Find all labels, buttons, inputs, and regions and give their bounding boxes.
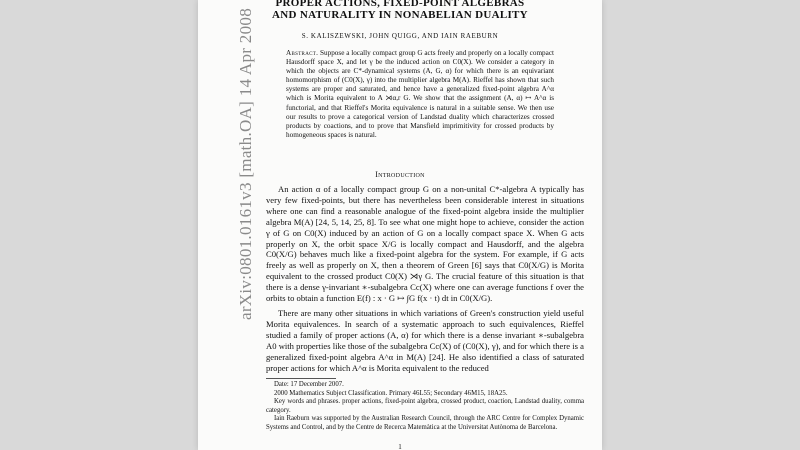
paper-page — [198, 0, 602, 450]
paragraph-1: An action α of a locally compact group G on a non-unital C*-algebra A typically has very few fixed-points, but there has nevertheless been considerable interest in situations where one can find a reasonable analogue of the fixed-point algebra inside the multiplier algebra M(A) [24, 5, 14, 25, 8]. To see what one might hope to achieve, consider the action γ of G on C0(X) induced by an action of G on a locally compact space X. When G acts properly on X, the orbit space X/G is locally compact and Hausdorff, and the algebra C0(X/G) behaves much like a fixed-point algebra for the system. For example, if G acts freely as well as properly on X, then a theorem of Green [6] says that C0(X/G) is Morita equivalent to the crossed product C0(X) ⋊γ G. The crucial feature of this situation is that there is a dense γ-invariant ∗-subalgebra Cc(X) where one can average functions f over the orbits to obtain a function E(f) : x · G ↦ ∫G f(x · t) dt in C0(X/G). — [266, 184, 584, 304]
abstract-label: Abstract. — [286, 49, 319, 57]
abstract-text: Suppose a locally compact group G acts freely and properly on a locally compact Hausdorff space X, and let γ be the induced action on C0(X). We consider a category in which the objects are C*-dynamical systems (A, G, α) for which there is an equivariant homomorphism of (C0(X), γ) into the multiplier algebra M(A). Rieffel has shown that such systems are proper and saturated, and hence have a generalized fixed-point algebra A^α which is Morita equivalent to A ⋊α,r G. We show that the assignment (A, α) ↦ A^α is functorial, and that Rieffel's Morita equivalence is natural in a suitable sense. We then use our results to prove a categorical version of Landstad duality which characterizes crossed products by coactions, and to prove that Mansfield imprimitivity for crossed products by homogeneous spaces is natural. — [286, 49, 555, 139]
left-margin-background — [0, 0, 198, 450]
authors: S. KALISZEWSKI, JOHN QUIGG, AND IAIN RAEBURN — [301, 32, 499, 40]
footnotes — [266, 381, 584, 433]
page-number: 1 — [398, 443, 402, 450]
abstract — [286, 49, 554, 140]
footnote-msc: 2000 Mathematics Subject Classification. Primary 46L55; Secondary 46M15, 18A25. — [274, 389, 508, 397]
right-margin-background — [602, 0, 800, 450]
footnote-funding: Iain Raeburn was supported by the Australian Research Council, through the ARC Centre for Complex Dynamic Systems and Control, and by the Centre de Recerca Matemàtica at the Universitat Autònoma de Barcelona. — [266, 415, 584, 431]
arxiv-stamp: arXiv:0801.0161v3 [math.OA] 14 Apr 2008 — [236, 8, 255, 320]
paragraph-2: There are many other situations in which variations of Green's construction yield useful Morita equivalences. In search of a systematic approach to such equivalences, Rieffel studied a family of proper actions (A, α) for which there is a dense invariant ∗-subalgebra A0 with properties like those of the subalgebra Cc(X) of (C0(X), γ), and for which there is a generalized fixed-point algebra A^α in M(A) [24]. He also identified a class of saturated proper actions for which A^α is Morita equivalent to the reduced — [266, 307, 584, 373]
title-line-2: AND NATURALITY IN NONABELIAN DUALITY — [272, 9, 528, 21]
footnote-rule — [266, 378, 336, 379]
footnote-keywords: Key words and phrases. proper actions, fixed-point algebra, crossed product, coaction, Landstad duality, comma category. — [266, 398, 584, 414]
body-text — [266, 184, 584, 373]
title-line-1: PROPER ACTIONS, FIXED-POINT ALGEBRAS — [275, 0, 525, 9]
section-heading: Introduction — [375, 170, 425, 179]
footnote-date: Date: 17 December 2007. — [274, 381, 344, 388]
